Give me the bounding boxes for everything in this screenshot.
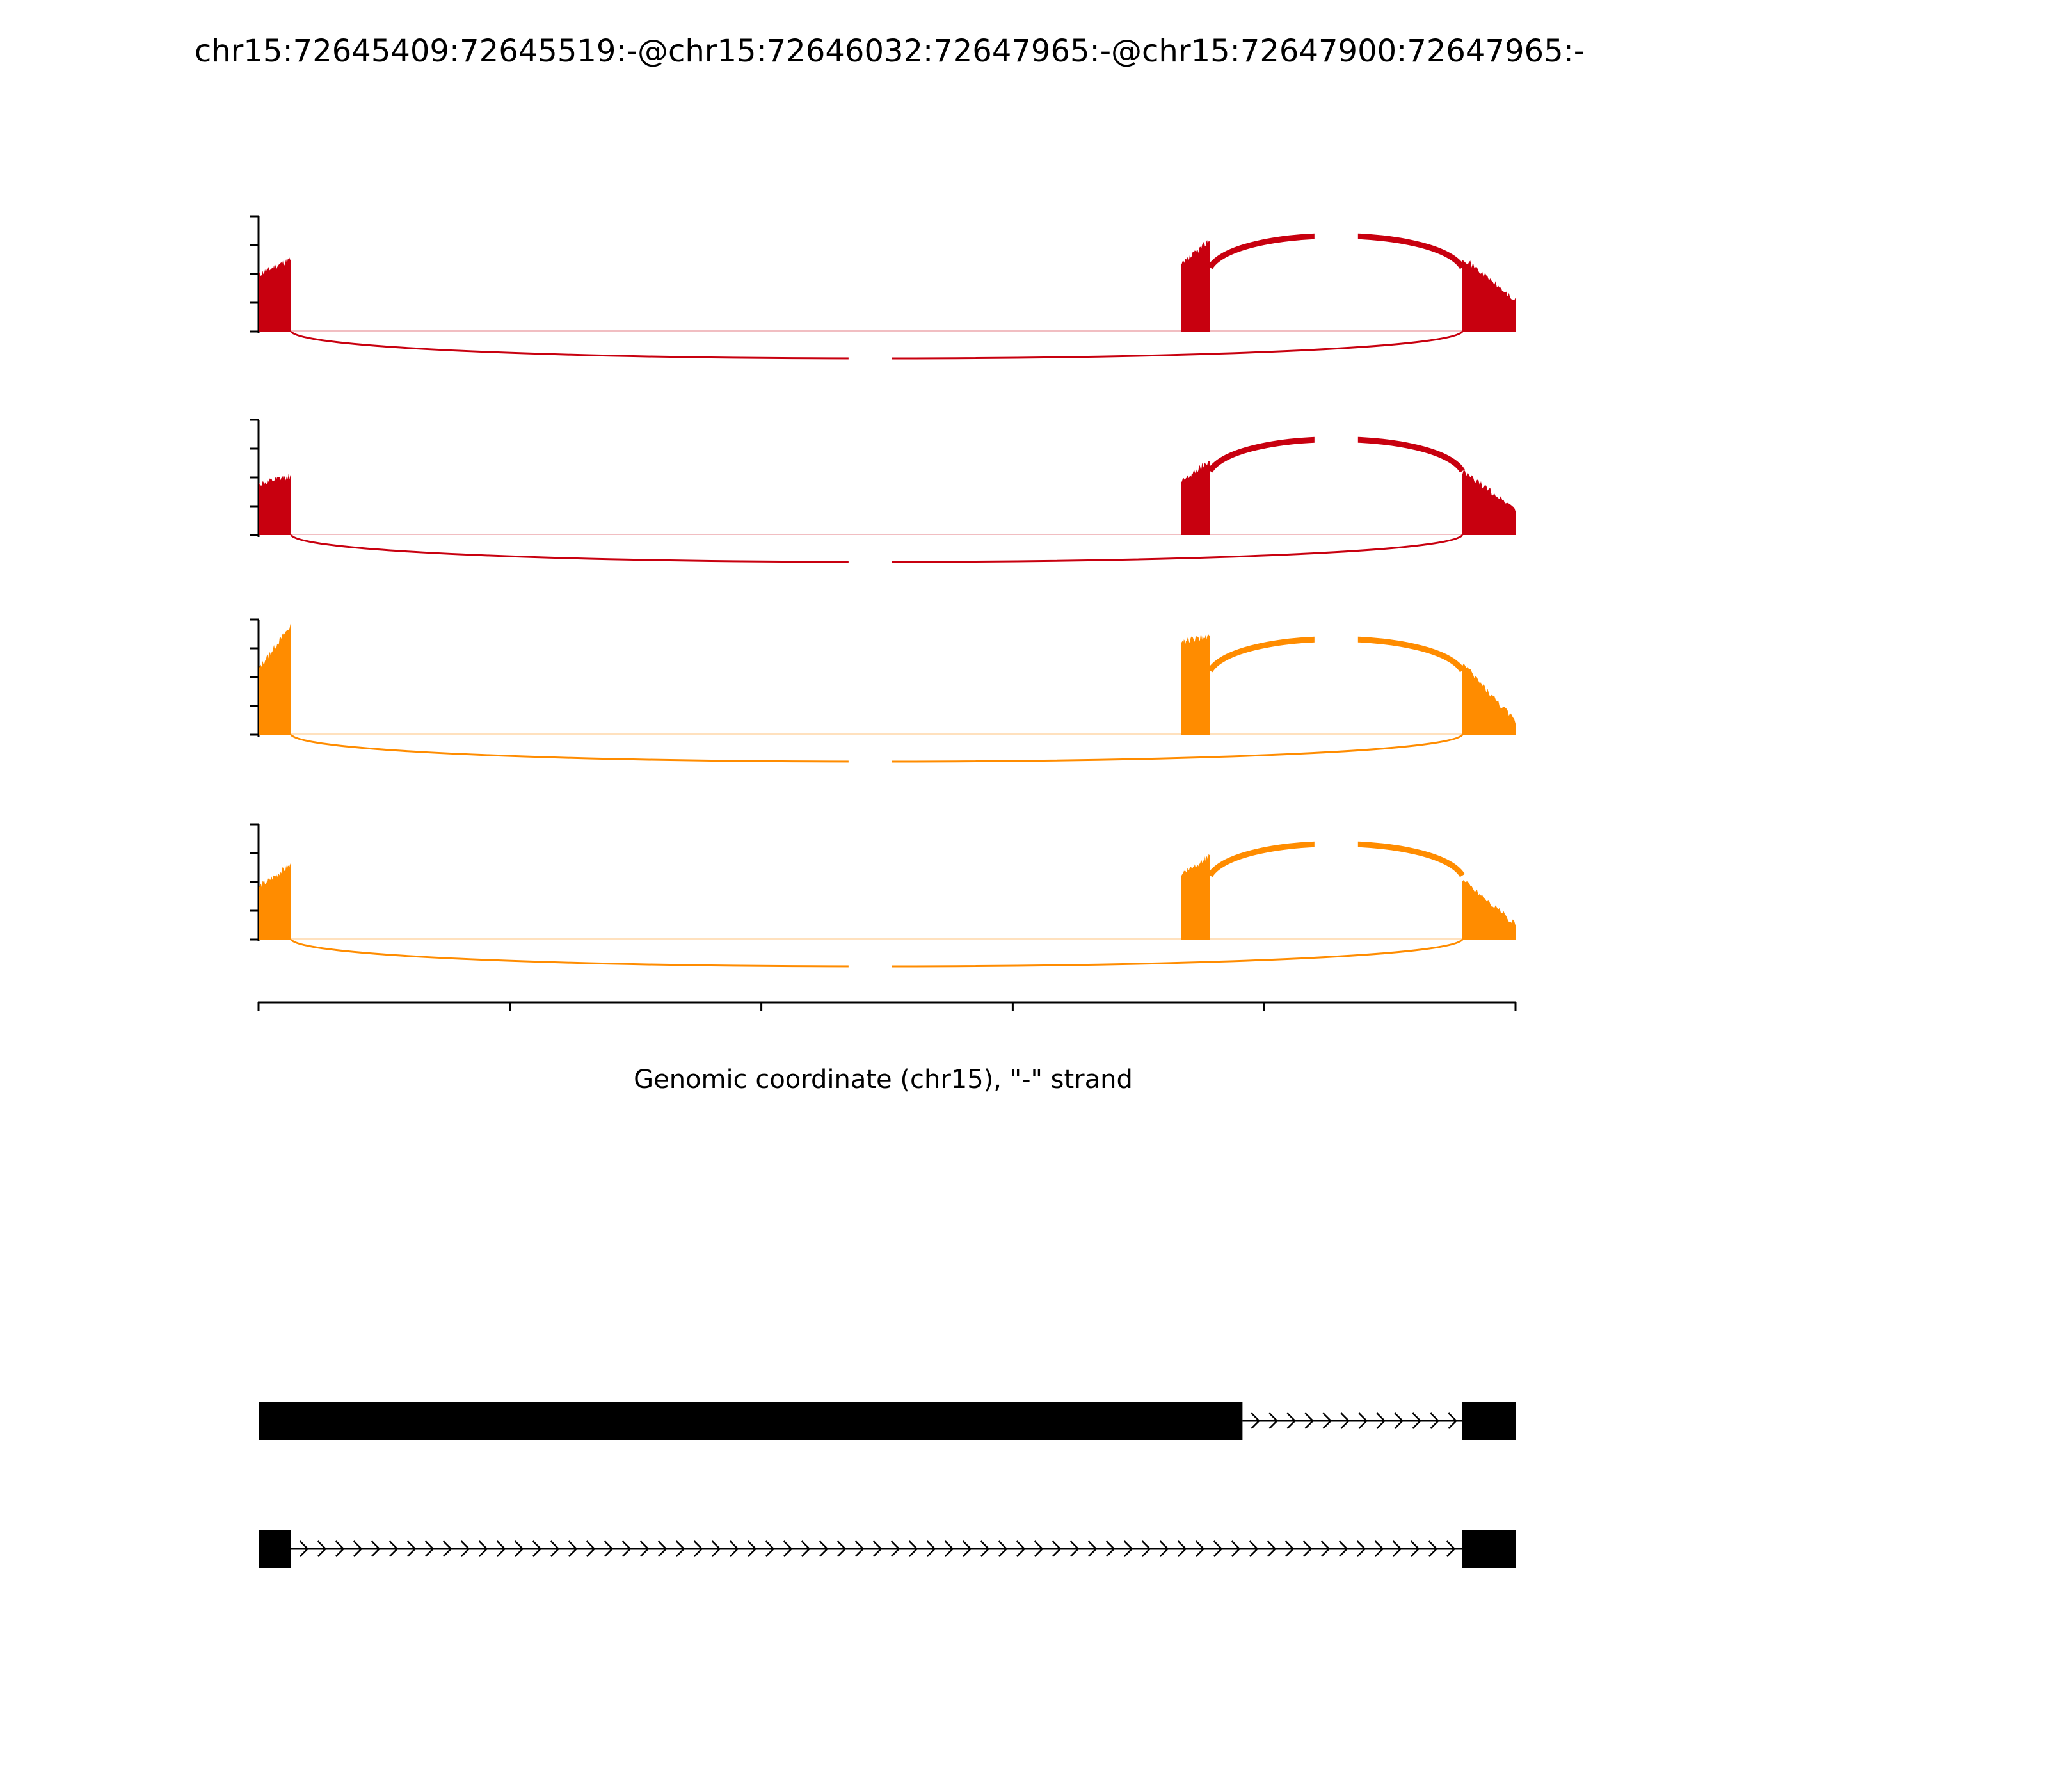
coverage-tracks bbox=[250, 216, 1516, 980]
junction-label-bg bbox=[1315, 232, 1358, 253]
chart-title: chr15:72645409:72645519:-@chr15:72646032:72647965:-@chr15:72647900:72647965:- bbox=[194, 33, 1585, 69]
junction-label-bg bbox=[849, 754, 892, 776]
coverage-exon-1 bbox=[259, 622, 291, 735]
coverage-exon-3 bbox=[1462, 470, 1516, 535]
exon-block bbox=[259, 1530, 291, 1568]
isoform-1 bbox=[259, 1402, 1516, 1440]
isoform-2 bbox=[259, 1530, 1516, 1568]
x-axis-label: Genomic coordinate (chr15), "-" strand bbox=[634, 1065, 1133, 1094]
junction-label-bg bbox=[1315, 635, 1358, 657]
coverage-exon-1 bbox=[259, 863, 291, 940]
coverage-exon-2 bbox=[1181, 239, 1210, 332]
exon-block bbox=[1462, 1530, 1516, 1568]
junction-label-bg bbox=[1315, 435, 1358, 457]
coverage-exon-3 bbox=[1462, 260, 1516, 332]
coverage-exon-1 bbox=[259, 474, 291, 535]
exon-block bbox=[259, 1402, 1242, 1440]
junction-label-bg bbox=[849, 959, 892, 980]
track-2 bbox=[250, 420, 1516, 576]
track-1 bbox=[250, 216, 1516, 372]
exon-block bbox=[1462, 1402, 1516, 1440]
coverage-exon-2 bbox=[1181, 460, 1210, 535]
x-axis bbox=[258, 1002, 1516, 1011]
gene-model bbox=[259, 1402, 1516, 1568]
junction-label-bg bbox=[849, 554, 892, 576]
coverage-exon-2 bbox=[1181, 854, 1210, 940]
track-4 bbox=[250, 824, 1516, 980]
coverage-exon-3 bbox=[1462, 664, 1516, 735]
junction-label-bg bbox=[1315, 840, 1358, 861]
coverage-exon-3 bbox=[1462, 880, 1516, 940]
junction-label-bg bbox=[849, 351, 892, 372]
track-3 bbox=[250, 620, 1516, 776]
coverage-exon-2 bbox=[1181, 634, 1210, 735]
coverage-exon-1 bbox=[259, 257, 291, 332]
